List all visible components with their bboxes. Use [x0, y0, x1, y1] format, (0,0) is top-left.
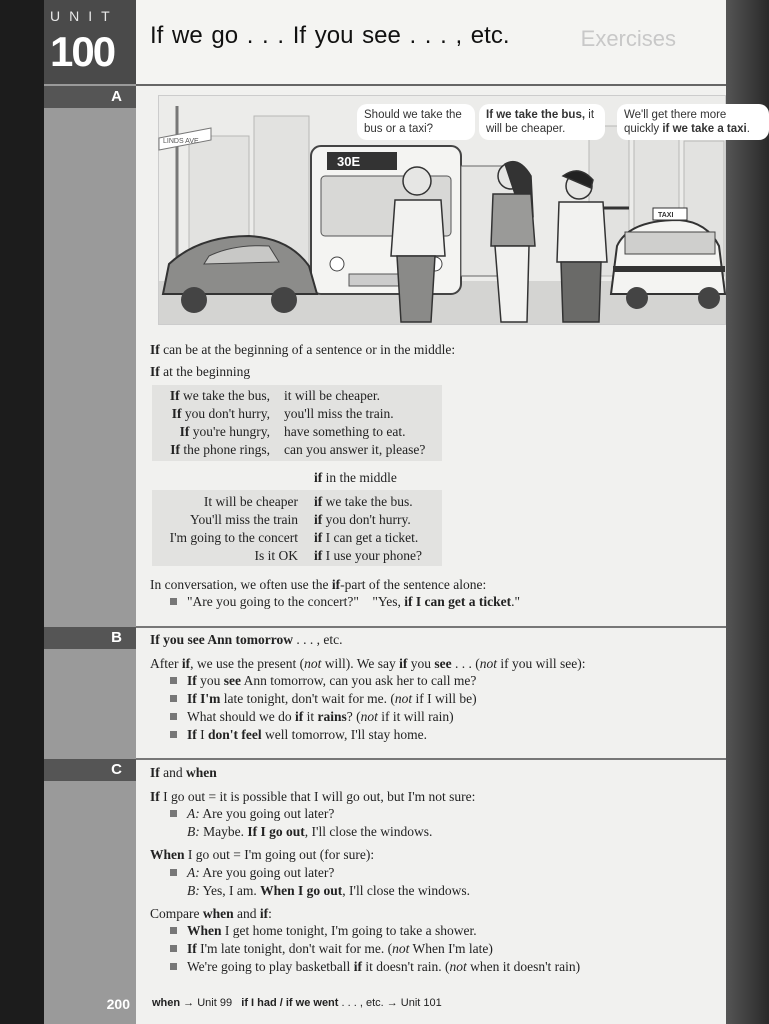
a-middle-label: if in the middle — [314, 470, 397, 485]
c-dialog-1-b: B: Maybe. If I go out, I'll close the windows. — [187, 824, 433, 839]
ghost-title: Exercises — [580, 26, 676, 51]
begin-row-1-main: it will be cheaper. — [284, 388, 380, 403]
b-rule-text: After if, we use the present (not will). We say if you see . . . (not if you will see): — [150, 656, 586, 671]
cross-references: when → Unit 99 if I had / if we went . . . , etc. → Unit 101 — [152, 997, 442, 1009]
a-intro: If can be at the beginning of a sentence or in the middle: — [150, 342, 456, 357]
middle-row-2-main: You'll miss the train — [190, 512, 298, 527]
page-number: 200 — [44, 990, 136, 1018]
speech-bubble-2: If we take the bus, it will be cheaper. — [479, 104, 605, 140]
b-heading: If you see Ann tomorrow . . . , etc. — [150, 632, 343, 647]
b-bullet-3: What should we do if it rains? (not if it will rain) — [170, 709, 454, 725]
middle-row-1-main: It will be cheaper — [203, 494, 298, 509]
unit-number: 100 — [50, 28, 115, 75]
svg-text:TAXI: TAXI — [658, 212, 674, 219]
c-dialog-2-a: A: Are you going out later? — [170, 865, 334, 881]
middle-row-4-main: Is it OK — [254, 548, 298, 563]
unit-box — [44, 0, 136, 84]
begin-row-2-main: you'll miss the train. — [284, 406, 394, 421]
c-dialog-2-b: B: Yes, I am. When I go out, I'll close the windows. — [187, 883, 470, 898]
c-if-definition: If I go out = it is possible that I will go out, but I'm not sure: — [150, 789, 476, 804]
begin-row-2-if: If you don't hurry, — [171, 406, 270, 421]
right-margin — [726, 0, 768, 1024]
illustration — [158, 95, 750, 325]
section-a-tag: A — [44, 86, 136, 108]
svg-text:30E: 30E — [337, 154, 361, 169]
unit-label: UNIT — [50, 8, 119, 24]
speech-bubble-3: We'll get there more quickly if we take a taxi. — [617, 104, 769, 140]
begin-row-4-main: can you answer it, please? — [284, 442, 426, 457]
page-footer — [44, 990, 726, 1024]
b-bullet-2: If I'm late tonight, don't wait for me. (not if I will be) — [170, 691, 477, 707]
middle-row-3-if: if I can get a ticket. — [314, 530, 419, 545]
section-c-tag: C — [44, 759, 136, 781]
section-b-tag: B — [44, 627, 136, 649]
section-b-rule — [136, 626, 726, 628]
sidebar — [44, 0, 136, 1024]
b-bullet-4: If I don't feel well tomorrow, I'll stay home. — [170, 727, 427, 743]
middle-row-3-main: I'm going to the concert — [169, 530, 298, 545]
middle-row-1-if: if we take the bus. — [314, 494, 413, 509]
svg-text:LINDS AVE: LINDS AVE — [163, 138, 199, 145]
a-example: "Are you going to the concert?" "Yes, if I can get a ticket." — [170, 594, 520, 610]
page-header — [136, 0, 726, 86]
middle-row-4-if: if I use your phone? — [314, 548, 422, 563]
left-margin — [0, 0, 44, 1024]
begin-row-1-if: If we take the bus, — [169, 388, 270, 403]
textbook-page — [44, 0, 750, 1024]
begin-row-3-main: have something to eat. — [284, 424, 406, 439]
c-heading: If and when — [150, 765, 217, 780]
middle-row-2-if: if you don't hurry. — [314, 512, 411, 527]
a-beginning-label: If at the beginning — [150, 364, 251, 379]
c-compare-2: If I'm late tonight, don't wait for me. (not When I'm late) — [170, 941, 493, 957]
speech-bubble-1: Should we take the bus or a taxi? — [357, 104, 475, 140]
page-title: If we go . . . If you see . . . , etc. — [150, 22, 510, 49]
c-compare-1: When I get home tonight, I'm going to take a shower. — [170, 923, 477, 939]
c-compare: Compare when and if: — [150, 906, 272, 921]
begin-row-4-if: If the phone rings, — [170, 442, 270, 457]
b-bullet-1: If you see Ann tomorrow, can you ask her to call me? — [170, 673, 476, 689]
begin-row-3-if: If you're hungry, — [179, 424, 270, 439]
a-conversation: In conversation, we often use the if-part of the sentence alone: — [150, 577, 487, 592]
section-c-rule — [136, 758, 726, 760]
c-dialog-1-a: A: Are you going out later? — [170, 806, 334, 822]
c-compare-3: We're going to play basketball if it doesn't rain. (not when it doesn't rain) — [170, 959, 580, 975]
c-when-definition: When I go out = I'm going out (for sure): — [150, 847, 375, 862]
